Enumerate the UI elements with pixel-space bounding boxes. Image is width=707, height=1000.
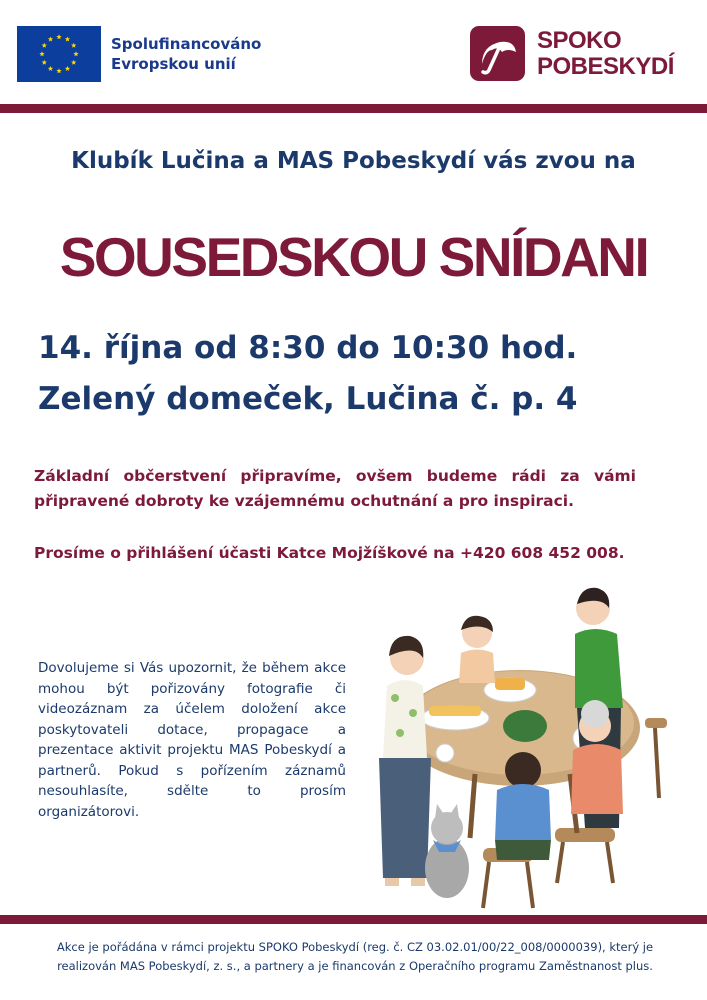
eu-star (71, 60, 76, 65)
eu-star (42, 43, 47, 48)
refreshments-text: Základní občerstvení připravíme, ovšem budeme rádi za vámi připravené dobroty ke vzájemnému ochutnání a pro inspiraci. (34, 467, 636, 510)
spoko-pobeskydi-logo (470, 26, 674, 81)
eu-logo-text (111, 34, 261, 74)
eu-flag-icon (17, 26, 101, 82)
event-title: SOUSEDSKOU SNÍDANI (59, 226, 648, 288)
registration-text: Prosíme o přihlášení účasti Katce Mojžíškové na +420 608 452 008. (34, 544, 625, 562)
eu-cofinancing-logo (17, 26, 261, 82)
eu-stars-icon (17, 26, 101, 82)
neighbors-breakfast-illustration (355, 578, 695, 918)
eu-star (73, 51, 78, 56)
top-divider (0, 104, 707, 113)
eu-logo-line1: Spolufinancováno (111, 35, 262, 53)
eu-star (39, 51, 44, 56)
eu-star (48, 66, 53, 71)
brand-line2: POBESKYDÍ (537, 52, 674, 80)
photo-notice: Dovolujeme si Vás upozornit, že během akce mohou být pořizovány fotografie či videozáznam za účelem doložení akce poskytovateli dotace, propagace a prezentace aktivit projektu MAS Pobeskydí a partnerů. Pokud s pořízením záznamů nesouhlasíte, sdělte to prosím organizátorovi. (38, 660, 346, 820)
spoko-logo-text (537, 28, 674, 80)
eu-star (65, 36, 70, 41)
bottom-divider (0, 915, 707, 924)
eu-star (42, 60, 47, 65)
event-location: Zelený domeček, Lučina č. p. 4 (38, 381, 578, 417)
project-footer: Akce je pořádána v rámci projektu SPOKO Pobeskydí (reg. č. CZ 03.02.01/00/22_008/0000039), který je realizován MAS Pobeskydí, z. s., a partnery a je financován z Operačního programu Zaměstnanost plus. (56, 940, 654, 973)
eu-star (48, 36, 53, 41)
event-date-time: 14. října od 8:30 do 10:30 hod. (38, 330, 578, 366)
umbrella-icon (470, 26, 525, 81)
eu-logo-line2: Evropskou unií (111, 55, 236, 73)
invitation-intro: Klubík Lučina a MAS Pobeskydí vás zvou na (71, 148, 636, 174)
eu-star (65, 66, 70, 71)
eu-star (71, 43, 76, 48)
eu-star (56, 34, 61, 39)
brand-line1: SPOKO (537, 26, 622, 54)
eu-star (56, 68, 61, 73)
